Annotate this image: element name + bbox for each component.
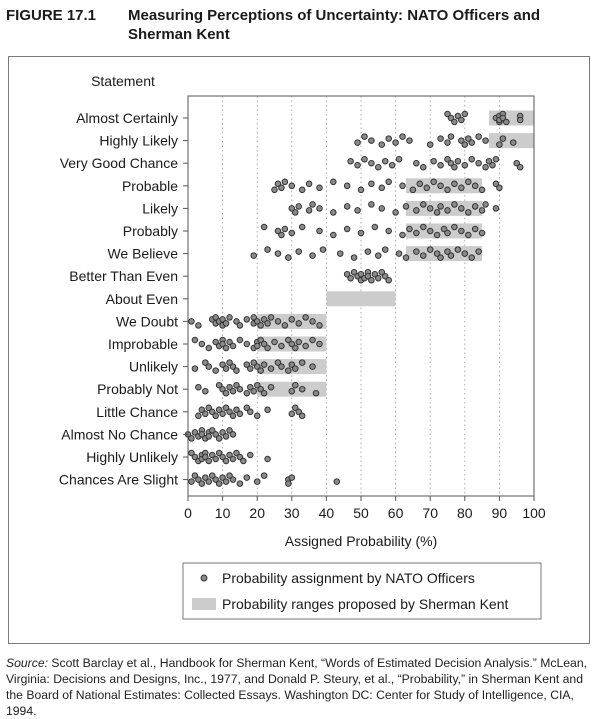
category-label: Probably Not xyxy=(97,381,178,398)
nato-point xyxy=(265,407,271,413)
nato-point xyxy=(396,156,402,162)
nato-point xyxy=(192,366,198,372)
nato-point xyxy=(223,434,229,440)
nato-point xyxy=(379,142,385,148)
nato-point xyxy=(403,255,409,261)
nato-point xyxy=(469,140,475,146)
nato-point xyxy=(286,255,292,261)
nato-point xyxy=(510,140,516,146)
nato-point xyxy=(247,409,253,415)
nato-point xyxy=(445,187,451,193)
nato-point xyxy=(479,208,485,214)
nato-point xyxy=(465,179,471,185)
nato-point xyxy=(344,226,350,232)
nato-point xyxy=(393,210,399,216)
nato-point xyxy=(227,315,233,321)
nato-point xyxy=(438,183,444,189)
nato-point xyxy=(213,413,219,419)
nato-point xyxy=(289,183,295,189)
nato-point xyxy=(279,232,285,238)
nato-point xyxy=(462,251,468,257)
nato-point xyxy=(230,388,236,394)
nato-point xyxy=(265,345,271,351)
nato-point xyxy=(213,456,219,462)
nato-point xyxy=(331,232,337,238)
nato-point xyxy=(386,179,392,185)
nato-point xyxy=(310,337,316,343)
nato-point xyxy=(296,204,302,210)
nato-point xyxy=(476,134,482,140)
nato-point xyxy=(459,228,465,234)
kent-range-bar xyxy=(326,291,395,306)
nato-point xyxy=(497,142,503,148)
nato-point xyxy=(292,345,298,351)
nato-point xyxy=(517,164,523,170)
nato-point xyxy=(365,249,371,255)
nato-point xyxy=(452,119,458,125)
legend-point-marker xyxy=(201,575,207,581)
category-label: Improbable xyxy=(107,336,178,352)
nato-point xyxy=(410,187,416,193)
nato-point xyxy=(289,475,295,481)
nato-point xyxy=(216,436,222,442)
x-tick-label: 50 xyxy=(353,505,369,521)
nato-point xyxy=(438,204,444,210)
source-label: Source: xyxy=(6,656,49,670)
nato-point xyxy=(493,206,499,212)
nato-point xyxy=(317,206,323,212)
nato-point xyxy=(265,456,271,462)
nato-point xyxy=(216,481,222,487)
x-tick-label: 80 xyxy=(457,505,473,521)
nato-point xyxy=(254,479,260,485)
nato-point xyxy=(379,185,385,191)
x-tick-label: 20 xyxy=(249,505,265,521)
nato-point xyxy=(317,185,323,191)
nato-point xyxy=(369,138,375,144)
nato-point xyxy=(289,388,295,394)
nato-point xyxy=(203,388,209,394)
x-axis-label: Assigned Probability (%) xyxy=(284,533,438,549)
nato-point xyxy=(452,181,458,187)
category-label: Almost No Chance xyxy=(61,426,178,443)
category-label: Highly Likely xyxy=(99,132,178,149)
nato-point xyxy=(230,343,236,349)
category-label: Likely xyxy=(142,200,178,217)
nato-point xyxy=(296,249,302,255)
nato-point xyxy=(372,224,378,230)
nato-point xyxy=(296,339,302,345)
nato-point xyxy=(244,341,250,347)
nato-point xyxy=(306,181,312,187)
nato-point xyxy=(472,183,478,189)
category-label: Chances Are Slight xyxy=(58,471,178,488)
nato-point xyxy=(237,481,243,487)
nato-point xyxy=(396,251,402,257)
x-tick-label: 100 xyxy=(522,505,546,521)
nato-point xyxy=(206,345,212,351)
nato-point xyxy=(427,247,433,253)
nato-point xyxy=(282,179,288,185)
nato-point xyxy=(379,206,385,212)
nato-point xyxy=(299,187,305,193)
nato-point xyxy=(292,382,298,388)
nato-point xyxy=(310,319,316,325)
category-label: Little Chance xyxy=(96,403,178,420)
y-column-header: Statement xyxy=(91,73,155,89)
nato-point xyxy=(427,206,433,212)
nato-point xyxy=(490,162,496,168)
nato-point xyxy=(244,475,250,481)
nato-point xyxy=(247,366,253,372)
nato-point xyxy=(420,202,426,208)
nato-point xyxy=(268,384,274,390)
nato-point xyxy=(459,206,465,212)
nato-point xyxy=(369,160,375,166)
category-label: We Doubt xyxy=(116,313,178,330)
nato-point xyxy=(386,228,392,234)
nato-point xyxy=(414,249,420,255)
nato-point xyxy=(407,226,413,232)
nato-point xyxy=(358,187,364,193)
nato-point xyxy=(261,390,267,396)
category-label: We Believe xyxy=(107,245,178,262)
nato-point xyxy=(334,479,340,485)
nato-point xyxy=(417,181,423,187)
nato-point xyxy=(265,321,271,327)
nato-point xyxy=(351,255,357,261)
nato-point xyxy=(261,473,267,479)
nato-point xyxy=(465,232,471,238)
nato-point xyxy=(310,364,316,370)
nato-point xyxy=(376,253,382,259)
nato-point xyxy=(247,452,253,458)
nato-point xyxy=(230,477,236,483)
nato-point xyxy=(483,164,489,170)
nato-point xyxy=(289,317,295,323)
nato-point xyxy=(268,366,274,372)
nato-point xyxy=(230,413,236,419)
nato-point xyxy=(299,360,305,366)
category-label: Highly Unlikely xyxy=(86,449,178,465)
nato-point xyxy=(476,160,482,166)
nato-point xyxy=(258,368,264,374)
nato-point xyxy=(362,134,368,140)
nato-point xyxy=(400,232,406,238)
category-label: Almost Certainly xyxy=(76,110,178,126)
nato-point xyxy=(286,368,292,374)
nato-point xyxy=(254,343,260,349)
nato-point xyxy=(462,142,468,148)
nato-point xyxy=(258,323,264,329)
nato-point xyxy=(452,202,458,208)
x-tick-label: 70 xyxy=(422,505,438,521)
nato-point xyxy=(493,156,499,162)
nato-point xyxy=(376,164,382,170)
category-label: Probably xyxy=(122,223,178,239)
nato-point xyxy=(355,208,361,214)
nato-point xyxy=(192,337,198,343)
nato-point xyxy=(223,390,229,396)
nato-point xyxy=(355,162,361,168)
nato-point xyxy=(344,183,350,189)
nato-point xyxy=(189,319,195,325)
nato-point xyxy=(199,481,205,487)
figure-title-line2: Sherman Kent xyxy=(128,26,230,43)
nato-point xyxy=(348,275,354,281)
source-note xyxy=(6,655,598,719)
nato-point xyxy=(452,224,458,230)
nato-point xyxy=(331,179,337,185)
x-tick-label: 40 xyxy=(318,505,335,521)
nato-point xyxy=(272,339,278,345)
nato-point xyxy=(369,181,375,187)
nato-point xyxy=(431,179,437,185)
nato-point xyxy=(414,208,420,214)
nato-point xyxy=(237,323,243,329)
nato-point xyxy=(455,158,461,164)
nato-point xyxy=(483,202,489,208)
category-label: Very Good Chance xyxy=(59,155,178,172)
nato-point xyxy=(254,413,260,419)
nato-point xyxy=(462,111,468,117)
nato-point xyxy=(265,247,271,253)
nato-point xyxy=(445,140,451,146)
nato-point xyxy=(310,202,316,208)
nato-point xyxy=(282,323,288,329)
nato-point xyxy=(438,162,444,168)
nato-point xyxy=(279,185,285,191)
nato-point xyxy=(292,210,298,216)
nato-point xyxy=(299,413,305,419)
category-label: About Even xyxy=(105,290,178,307)
nato-point xyxy=(261,362,267,368)
nato-point xyxy=(438,255,444,261)
legend-points-label: Probability assignment by NATO Officers xyxy=(222,570,475,586)
nato-point xyxy=(275,251,281,257)
nato-point xyxy=(251,388,257,394)
nato-point xyxy=(244,317,250,323)
nato-point xyxy=(483,138,489,144)
nato-point xyxy=(223,458,229,464)
nato-point xyxy=(230,456,236,462)
nato-point xyxy=(455,247,461,253)
nato-point xyxy=(393,140,399,146)
nato-point xyxy=(241,458,247,464)
nato-point xyxy=(445,230,451,236)
nato-point xyxy=(279,343,285,349)
nato-point xyxy=(431,158,437,164)
nato-point xyxy=(303,343,309,349)
nato-point xyxy=(189,479,195,485)
nato-point xyxy=(500,136,506,142)
nato-point xyxy=(459,117,465,123)
nato-point xyxy=(206,364,212,370)
nato-point xyxy=(292,366,298,372)
figure-title-line1: Measuring Perceptions of Uncertainty: NATO Officers and xyxy=(128,7,541,24)
nato-point xyxy=(317,228,323,234)
nato-point xyxy=(427,228,433,234)
nato-point xyxy=(272,187,278,193)
nato-point xyxy=(389,162,395,168)
nato-point xyxy=(504,119,510,125)
nato-point xyxy=(223,366,229,372)
nato-point xyxy=(448,134,454,140)
nato-point xyxy=(261,224,267,230)
nato-point xyxy=(237,337,243,343)
x-tick-label: 0 xyxy=(184,505,192,521)
nato-point xyxy=(472,204,478,210)
nato-point xyxy=(223,321,229,327)
nato-point xyxy=(237,411,243,417)
nato-point xyxy=(303,315,309,321)
nato-point xyxy=(400,183,406,189)
nato-point xyxy=(296,321,302,327)
nato-point xyxy=(414,160,420,166)
nato-point xyxy=(376,275,382,281)
nato-point xyxy=(344,204,350,210)
nato-point xyxy=(445,208,451,214)
nato-point xyxy=(355,140,361,146)
nato-point xyxy=(438,136,444,142)
nato-point xyxy=(362,156,368,162)
nato-point xyxy=(479,230,485,236)
nato-point xyxy=(213,368,219,374)
nato-point xyxy=(230,432,236,438)
nato-point xyxy=(196,413,202,419)
nato-point xyxy=(414,230,420,236)
nato-point xyxy=(299,386,305,392)
nato-point xyxy=(459,185,465,191)
nato-point xyxy=(348,158,354,164)
nato-point xyxy=(386,136,392,142)
nato-point xyxy=(223,479,229,485)
nato-point xyxy=(317,341,323,347)
nato-point xyxy=(289,230,295,236)
nato-point xyxy=(420,224,426,230)
nato-point xyxy=(189,436,195,442)
nato-point xyxy=(237,386,243,392)
x-tick-label: 90 xyxy=(491,505,508,521)
nato-point xyxy=(313,390,319,396)
nato-point xyxy=(420,253,426,259)
nato-point xyxy=(462,162,468,168)
nato-point xyxy=(196,323,202,329)
nato-point xyxy=(234,368,240,374)
nato-point xyxy=(434,232,440,238)
nato-point xyxy=(407,138,413,144)
nato-point xyxy=(286,481,292,487)
nato-point xyxy=(331,210,337,216)
nato-point xyxy=(289,411,295,417)
nato-point xyxy=(206,458,212,464)
nato-point xyxy=(196,384,202,390)
category-label: Unlikely xyxy=(128,358,178,375)
legend-range-marker xyxy=(192,598,216,610)
nato-point xyxy=(382,247,388,253)
nato-point xyxy=(220,411,226,417)
nato-point xyxy=(206,479,212,485)
nato-point xyxy=(427,142,433,148)
x-tick-label: 10 xyxy=(214,505,231,521)
nato-point xyxy=(275,319,281,325)
nato-point xyxy=(223,345,229,351)
category-label: Probable xyxy=(121,177,178,194)
x-tick-label: 30 xyxy=(284,505,300,521)
legend-ranges-label: Probability ranges proposed by Sherman Kent xyxy=(222,596,509,612)
nato-point xyxy=(268,315,274,321)
nato-point xyxy=(434,210,440,216)
nato-point xyxy=(337,251,343,257)
nato-point xyxy=(279,364,285,370)
nato-point xyxy=(299,224,305,230)
nato-point xyxy=(369,277,375,283)
x-tick-label: 60 xyxy=(387,505,404,521)
nato-point xyxy=(479,187,485,193)
nato-point xyxy=(403,204,409,210)
nato-point xyxy=(199,341,205,347)
nato-point xyxy=(282,226,288,232)
nato-point xyxy=(320,247,326,253)
nato-point xyxy=(465,210,471,216)
nato-point xyxy=(203,411,209,417)
nato-point xyxy=(382,158,388,164)
nato-point xyxy=(472,226,478,232)
nato-point xyxy=(497,185,503,191)
nato-point xyxy=(244,390,250,396)
nato-point xyxy=(358,230,364,236)
nato-point xyxy=(452,164,458,170)
category-label: Better Than Even xyxy=(69,268,178,285)
nato-point xyxy=(517,117,523,123)
nato-point xyxy=(469,156,475,162)
nato-point xyxy=(206,434,212,440)
nato-point xyxy=(448,253,454,259)
nato-point xyxy=(306,208,312,214)
nato-point xyxy=(317,323,323,329)
source-text: Scott Barclay et al., Handbook for Sherman Kent, “Words of Estimated Decision Analysis.” McLean, Virginia: Decisions and Designs, Inc., 1977, and Donald P. Steury, et al., “Probability,” in Sherman Kent and the Board of National Estimates: Collected Essays. Washington DC: Center for Study of Intelligence, CIA, 1994. xyxy=(6,656,587,718)
nato-point xyxy=(251,253,257,259)
figure-number: FIGURE 17.1 xyxy=(6,7,97,24)
nato-point xyxy=(310,253,316,259)
nato-point xyxy=(469,255,475,261)
nato-point xyxy=(386,277,392,283)
nato-point xyxy=(420,164,426,170)
nato-point xyxy=(400,134,406,140)
nato-point xyxy=(424,185,430,191)
nato-point xyxy=(369,202,375,208)
nato-point xyxy=(476,249,482,255)
